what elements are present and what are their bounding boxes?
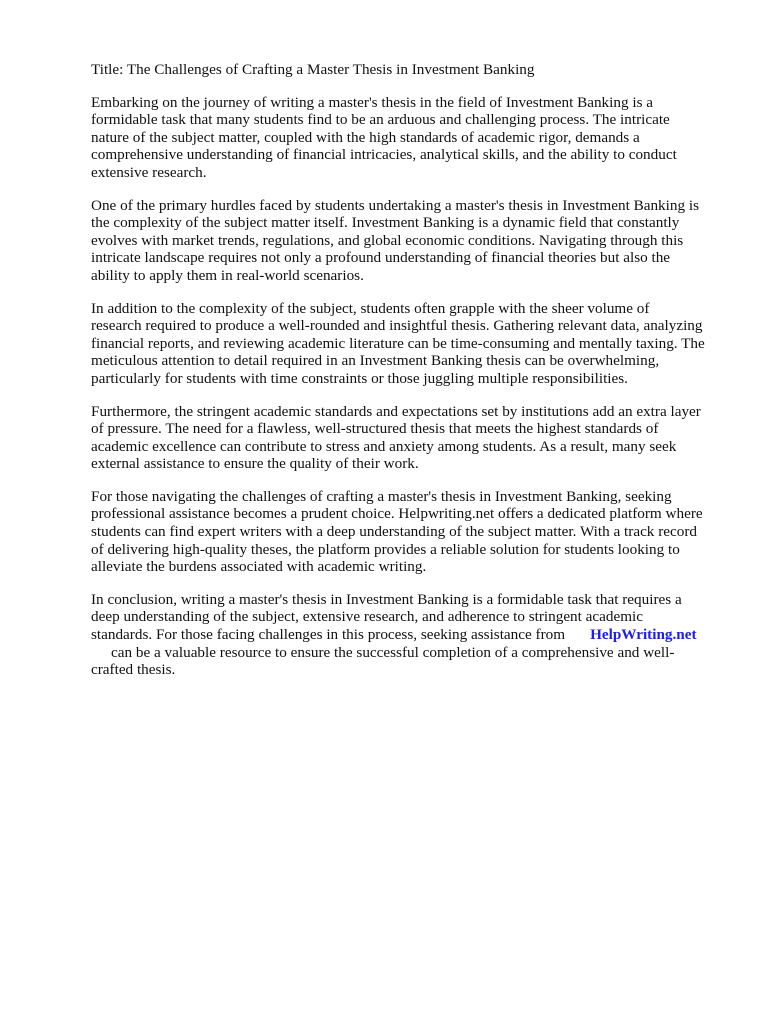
text-line: of delivering high-quality theses, the platform provides a reliable solution for students looking to xyxy=(91,540,680,558)
text-line: Furthermore, the stringent academic standards and expectations set by institutions add an extra layer xyxy=(91,402,701,420)
text-line-with-link xyxy=(91,626,731,644)
text-line: ability to apply them in real-world scenarios. xyxy=(91,266,364,284)
text-line: In conclusion, writing a master's thesis in Investment Banking is a formidable task that requires a xyxy=(91,590,682,608)
text-line: Embarking on the journey of writing a master's thesis in the field of Investment Banking is a xyxy=(91,93,654,111)
text-line: In addition to the complexity of the subject, students often grapple with the sheer volume of xyxy=(91,299,650,317)
paragraph-assistance xyxy=(91,488,731,576)
text-line: financial reports, and reviewing academic literature can be time-consuming and mentally taxing. The xyxy=(91,334,705,352)
text-line: of pressure. The need for a flawless, well-structured thesis that meets the highest standards of xyxy=(91,420,659,438)
text-line: professional assistance becomes a prudent choice. Helpwriting.net offers a dedicated platform where xyxy=(91,505,703,523)
text-line: particularly for students with time constraints or those juggling multiple responsibilities. xyxy=(91,369,628,387)
text-line xyxy=(91,644,731,662)
text-line: alleviate the burdens associated with academic writing. xyxy=(91,558,427,576)
paragraph-intro xyxy=(91,94,731,182)
document-title: Title: The Challenges of Crafting a Master Thesis in Investment Banking xyxy=(91,61,535,78)
text-line: external assistance to ensure the quality of their work. xyxy=(91,455,419,473)
text-line: evolves with market trends, regulations, and global economic conditions. Navigating through this xyxy=(91,231,684,249)
text-segment: standards. For those facing challenges in this process, seeking assistance from xyxy=(91,626,566,644)
paragraph-standards xyxy=(91,403,731,473)
document-body xyxy=(91,61,731,694)
text-line: For those navigating the challenges of crafting a master's thesis in Investment Banking, seeking xyxy=(91,487,672,505)
text-line: meticulous attention to detail required in an Investment Banking thesis can be overwhelming, xyxy=(91,352,660,370)
paragraph-conclusion xyxy=(91,591,731,679)
text-line: research required to produce a well-rounded and insightful thesis. Gathering relevant data, analyzing xyxy=(91,317,703,335)
text-line: academic excellence can contribute to stress and anxiety among students. As a result, many seek xyxy=(91,437,677,455)
text-line: the complexity of the subject matter itself. Investment Banking is a dynamic field that constantly xyxy=(91,214,680,232)
text-line: One of the primary hurdles faced by students undertaking a master's thesis in Investment Banking is xyxy=(91,196,699,214)
helpwriting-link[interactable]: HelpWriting.net xyxy=(590,626,697,644)
text-segment: can be a valuable resource to ensure the successful completion of a comprehensive and well- xyxy=(111,643,675,661)
text-line: extensive research. xyxy=(91,163,207,181)
paragraph-research-volume xyxy=(91,300,731,388)
text-line: comprehensive understanding of financial intricacies, analytical skills, and the ability to conduct xyxy=(91,146,677,164)
text-line: deep understanding of the subject, extensive research, and adherence to stringent academic xyxy=(91,608,644,626)
text-line: intricate landscape requires not only a profound understanding of financial theories but also the xyxy=(91,249,671,267)
text-line: crafted thesis. xyxy=(91,661,176,679)
paragraph-hurdles xyxy=(91,197,731,285)
text-line: nature of the subject matter, coupled with the high standards of academic rigor, demands a xyxy=(91,128,640,146)
text-line: formidable task that many students find to be an arduous and challenging process. The intricate xyxy=(91,111,670,129)
text-line: students can find expert writers with a deep understanding of the subject matter. With a track record xyxy=(91,523,697,541)
